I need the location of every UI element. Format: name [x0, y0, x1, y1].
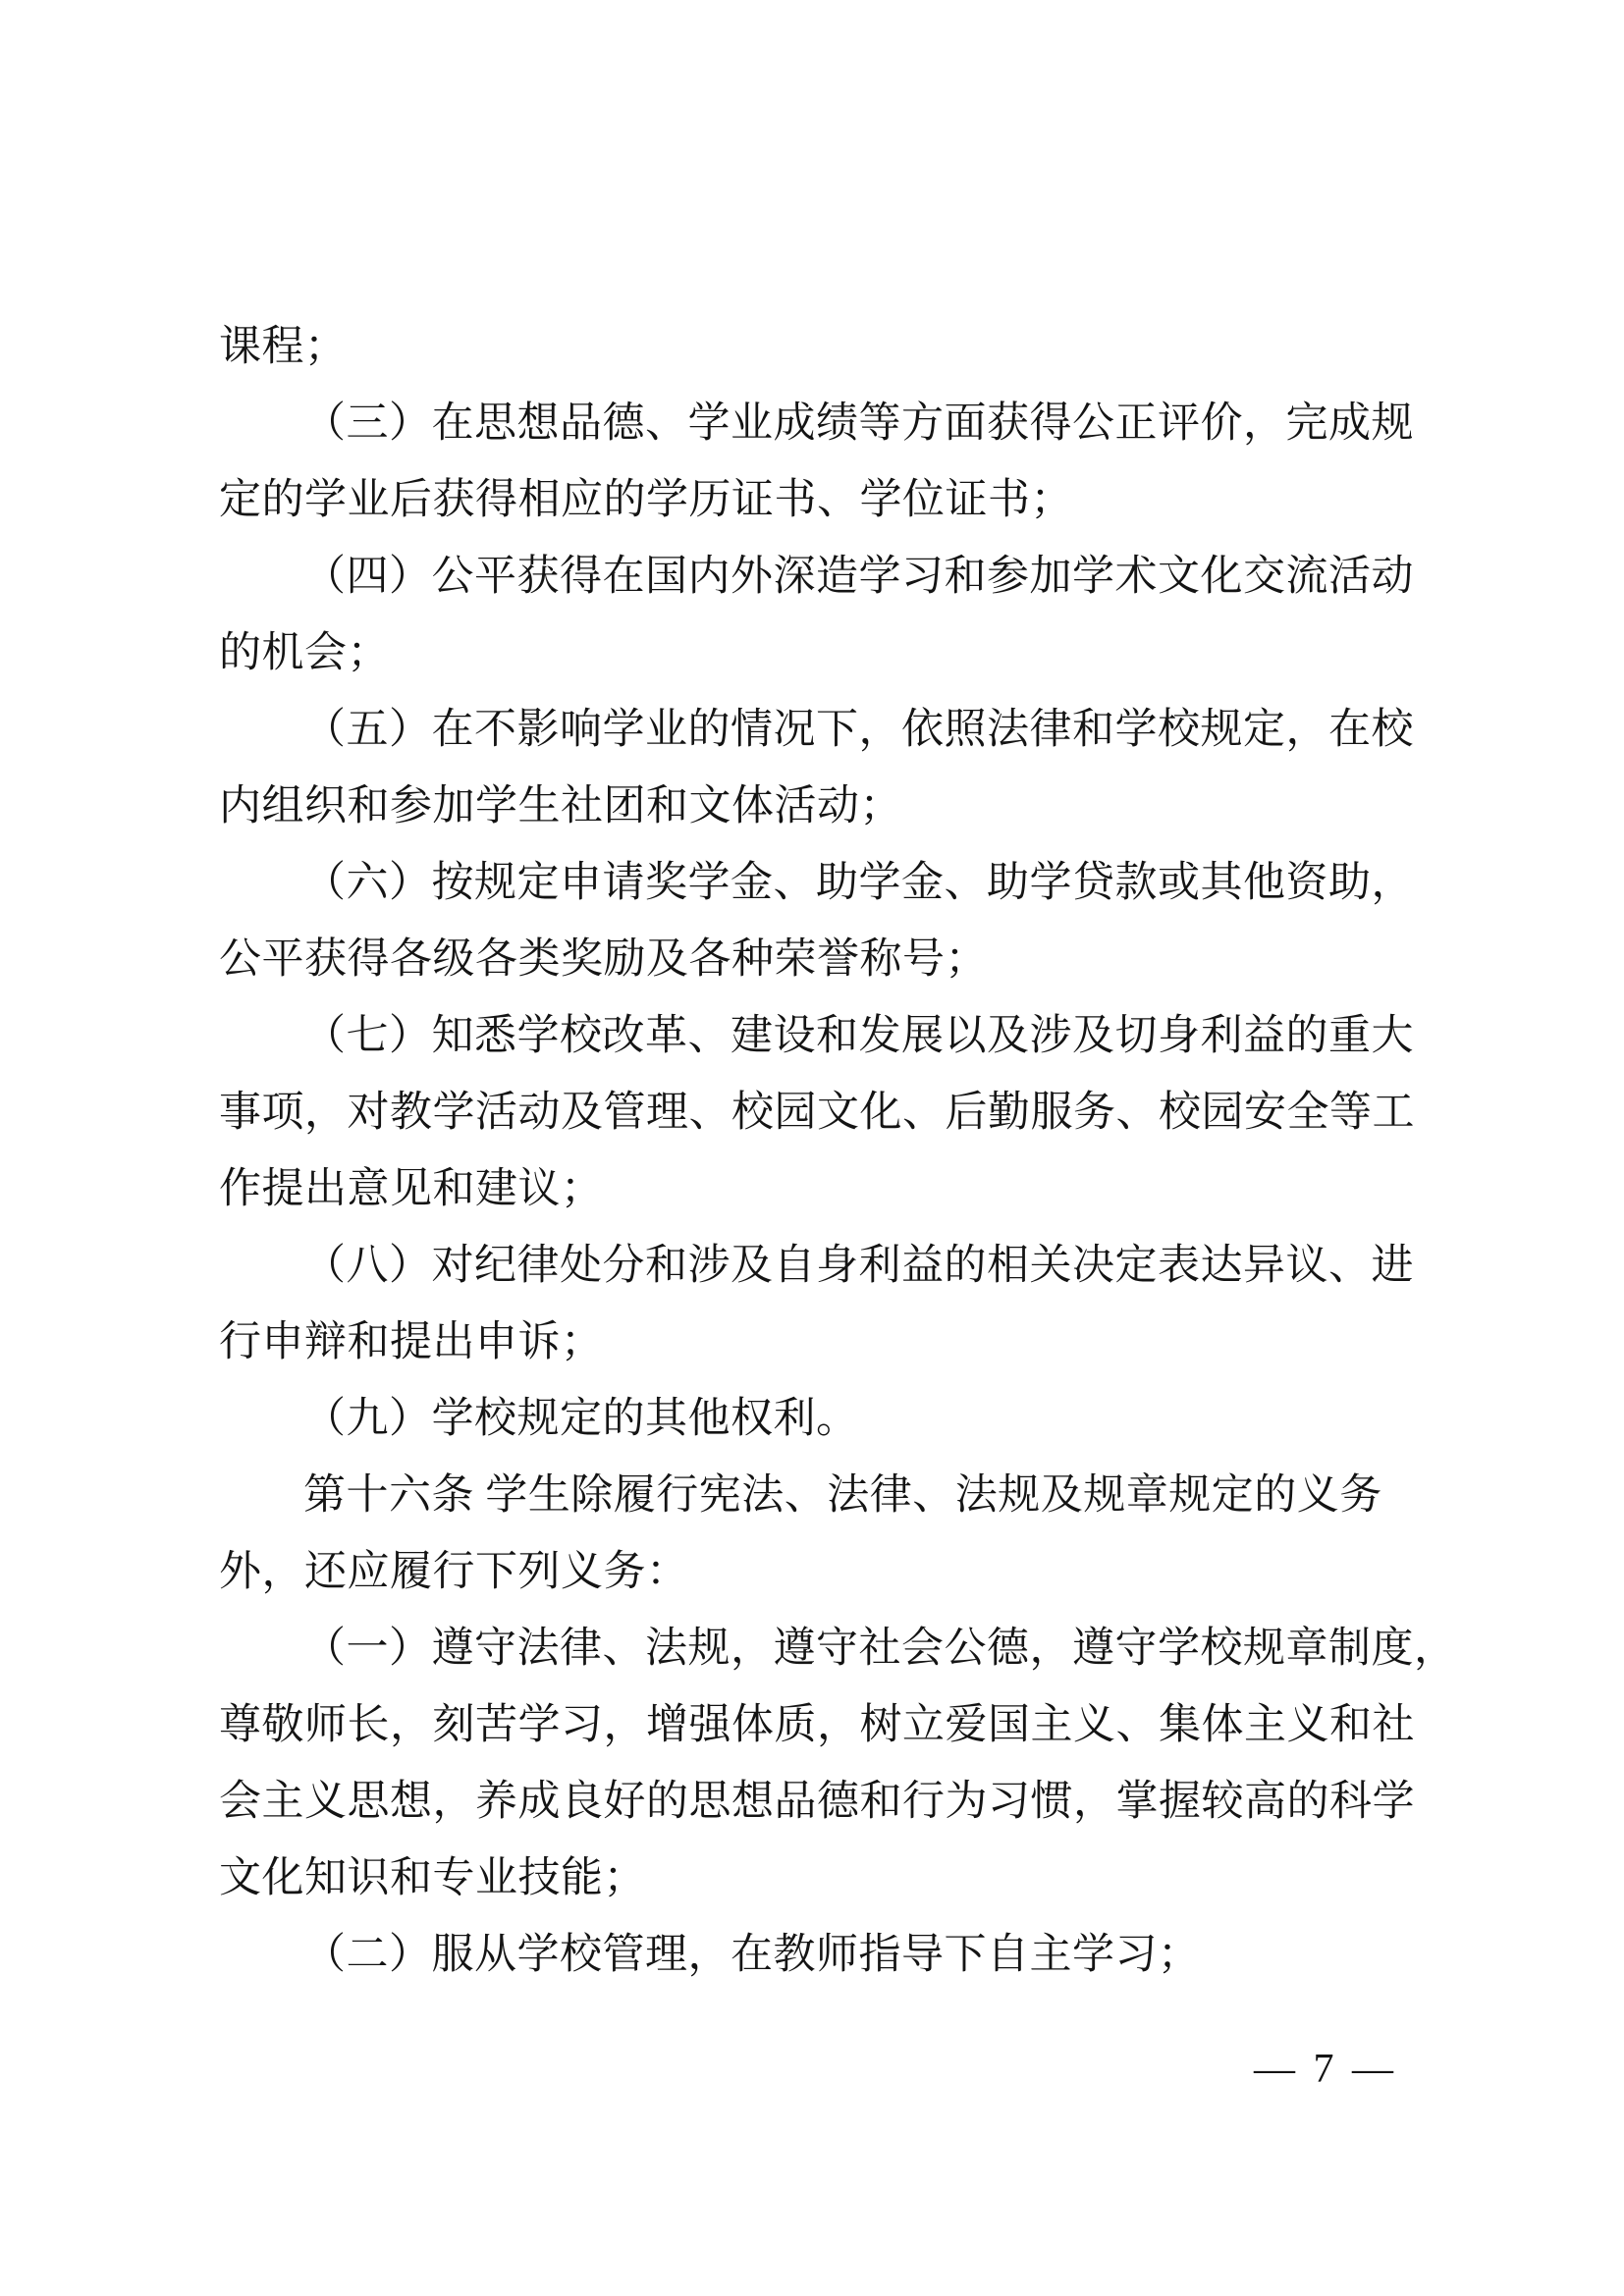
text-line: 外，还应履行下列义务：	[219, 1549, 689, 1595]
text-line: 行申辩和提出申诉；	[219, 1319, 604, 1365]
text-line: 事项，对教学活动及管理、校园文化、后勤服务、校园安全等工	[219, 1090, 1415, 1136]
text-line: （五）在不影响学业的情况下，依照法律和学校规定，在校	[303, 707, 1414, 753]
text-line: 公平获得各级各类奖励及各种荣誉称号；	[219, 936, 988, 983]
text-line: （四）公平获得在国内外深造学习和参加学术文化交流活动	[303, 554, 1414, 600]
text-line: 内组织和参加学生社团和文体活动；	[219, 783, 902, 829]
text-line: （三）在思想品德、学业成绩等方面获得公正评价，完成规	[303, 400, 1414, 447]
text-line: 课程；	[219, 324, 348, 370]
text-line: （六）按规定申请奖学金、助学金、助学贷款或其他资助，	[303, 860, 1414, 906]
page-number: — 7 —	[1254, 2047, 1397, 2092]
text-line: （二）服从学校管理，在教师指导下自主学习；	[303, 1932, 1201, 1978]
text-line: 定的学业后获得相应的学历证书、学位证书；	[219, 477, 1073, 523]
text-line: 尊敬师长，刻苦学习，增强体质，树立爱国主义、集体主义和社	[219, 1702, 1415, 1748]
text-line: （一）遵守法律、法规，遵守社会公德，遵守学校规章制度，	[303, 1626, 1457, 1672]
text-line: （九）学校规定的其他权利。	[303, 1396, 859, 1442]
text-line: （七）知悉学校改革、建设和发展以及涉及切身利益的重大	[303, 1013, 1414, 1059]
text-line: 文化知识和专业技能；	[219, 1855, 646, 1901]
text-line: 会主义思想，养成良好的思想品德和行为习惯，掌握较高的科学	[219, 1779, 1415, 1825]
text-line: 第十六条 学生除履行宪法、法律、法规及规章规定的义务	[303, 1472, 1382, 1519]
document-body	[219, 309, 1476, 1994]
text-line: （八）对纪律处分和涉及自身利益的相关决定表达异议、进	[303, 1243, 1414, 1289]
text-line: 作提出意见和建议；	[219, 1166, 604, 1212]
text-line: 的机会；	[219, 630, 390, 676]
